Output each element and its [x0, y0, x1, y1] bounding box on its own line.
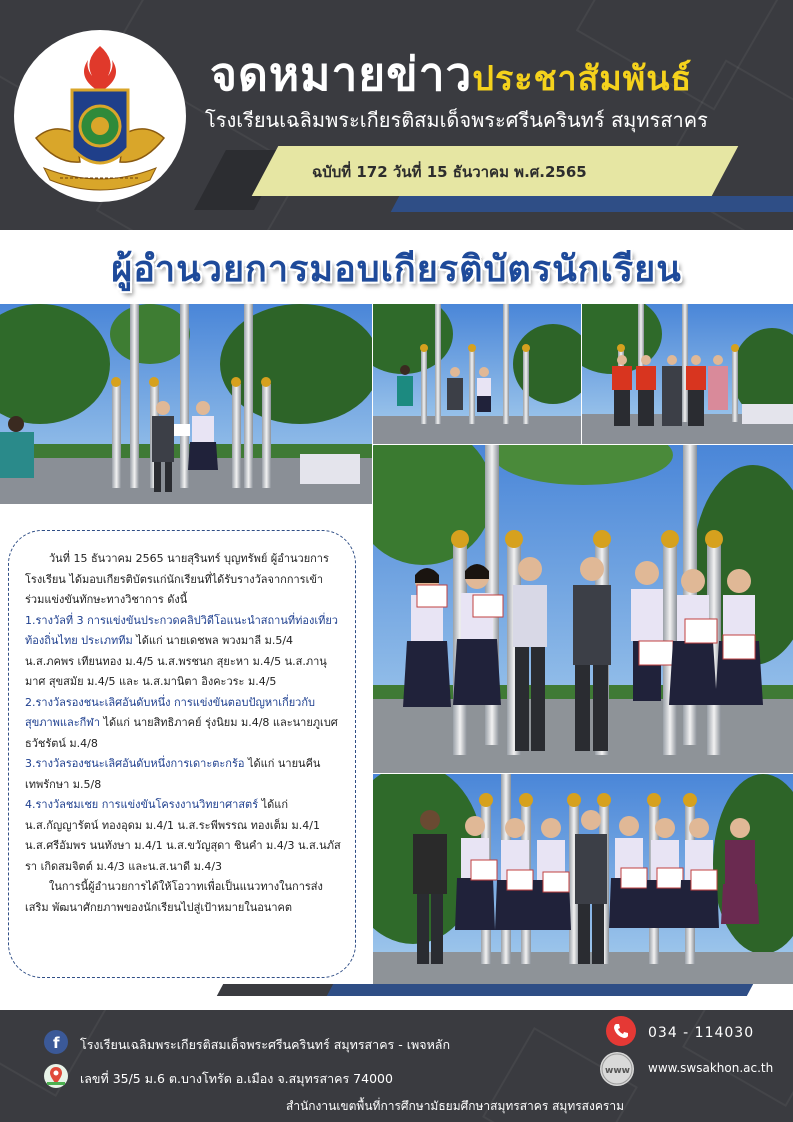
issue-info: ฉบับที่ 172 วันที่ 15 ธันวาคม พ.ศ.2565	[312, 163, 587, 181]
headline-text: ผู้อำนวยการมอบเกียรติบัตรนักเรียน	[111, 249, 682, 290]
title-accent-text: ประชาสัมพันธ์	[472, 59, 693, 99]
award-2-names: ได้แก่ นายสิทธิภาคย์ รุ่งนิยม ม.4/8 และนายภูเบศ ธวัชรัตน์ ม.4/8	[25, 716, 338, 750]
map-pin-icon	[44, 1064, 68, 1088]
footer-stripe-blue	[327, 984, 753, 996]
svg-text:f: f	[53, 1034, 60, 1052]
school-logo	[14, 30, 186, 202]
school-emblem-icon	[14, 30, 186, 202]
award-2-title: 2.รางวัลรองชนะเลิศอันดับหนึ่ง การแข่งขันตอบปัญหาเกี่ยวกับสุขภาพและกีฬา	[25, 695, 315, 729]
award-1-title: 1.รางวัลที่ 3 การแข่งขันประกวดคลิปวิดีโอแนะนำสถานที่ท่องเที่ยวท้องถิ่นไทย ประเภททีม	[25, 613, 338, 647]
award-3-names: ได้แก่ นายนคีน เทพรักษา ม.5/8	[25, 757, 321, 791]
award-1-names: ได้แก่ นายเดชพล พวงมาลี ม.5/4 น.ส.ภคพร เทียนทอง ม.4/5 น.ส.พรชนก สุยะหา ม.4/5 น.ส.ภานุมาศ สุขสมัย ม.4/5 และ น.ส.มานิตา อิงคะวระ ม.4/5	[25, 634, 327, 688]
title-main-text: จดหมายข่าว	[210, 47, 473, 101]
photo-ceremony-1	[0, 304, 372, 504]
school-name: โรงเรียนเฉลิมพระเกียรติสมเด็จพระศรีนครินทร์ สมุทรสาคร	[205, 108, 708, 132]
facebook-page-link[interactable]: โรงเรียนเฉลิมพระเกียรติสมเด็จพระศรีนครินทร์ สมุทรสาคร - เพจหลัก	[80, 1037, 451, 1052]
headline	[0, 232, 793, 302]
photo-group-award-2	[373, 774, 793, 984]
globe-www-icon	[600, 1052, 634, 1086]
school-address: เลขที่ 35/5 ม.6 ต.บางโทรัด อ.เมือง จ.สมุทรสาคร 74000	[80, 1071, 393, 1086]
phone-icon	[606, 1016, 636, 1046]
photo-ceremony-3	[582, 304, 793, 444]
footer-stripe-dark	[217, 984, 343, 996]
award-4-title: 4.รางวัลชมเชย การแข่งขันโครงงานวิทยาศาสตร์	[25, 798, 259, 811]
facebook-icon	[44, 1030, 68, 1054]
article-box	[8, 530, 356, 978]
newsletter-footer	[0, 1010, 793, 1122]
photo-ceremony-2	[373, 304, 581, 444]
www-label: www	[605, 1066, 630, 1076]
newsletter-header	[0, 0, 793, 230]
phone-number[interactable]: 034 - 114030	[648, 1025, 755, 1041]
award-4-names: ได้แก่ น.ส.กัญญารัตน์ ทองอุดม ม.4/1 น.ส.ระพีพรรณ ทองเต็ม ม.4/1 น.ส.ศรีอัมพร นนทังษา ม.4/1 น.ส.ขวัญสุดา ชินคำ ม.4/3 น.ส.นภัสรา เกิดสมจิตต์ ม.4/3 และน.ส.นาดี ม.4/3	[25, 798, 341, 873]
article-text	[25, 549, 341, 918]
header-stripe-blue	[391, 196, 793, 212]
article-closing: ในการนี้ผู้อำนวยการได้ให้โอวาทเพื่อเป็นแนวทางในการส่งเสริม พัฒนาศักยภาพของนักเรียนไปสู่เป้าหมายในอนาคต	[25, 880, 323, 914]
article-intro: วันที่ 15 ธันวาคม 2565 นายสุรินทร์ บุญทรัพย์ ผู้อำนวยการโรงเรียน ได้มอบเกียรติบัตรแก่นักเรียนที่ได้รับรางวัลจากการเข้าร่วมแข่งขันทักษะทางวิชาการ ดังนี้	[25, 552, 329, 606]
education-agency: สำนักงานเขตพื้นที่การศึกษามัธยมศึกษาสมุทรสาคร สมุทรสงคราม	[286, 1099, 624, 1113]
photo-group-award-1	[373, 445, 793, 773]
newsletter-title	[210, 38, 692, 111]
website-link[interactable]: www.swsakhon.ac.th	[648, 1061, 774, 1075]
award-3-title: 3.รางวัลรองชนะเลิศอันดับหนึ่งการเดาะตะกร้อ	[25, 757, 245, 770]
